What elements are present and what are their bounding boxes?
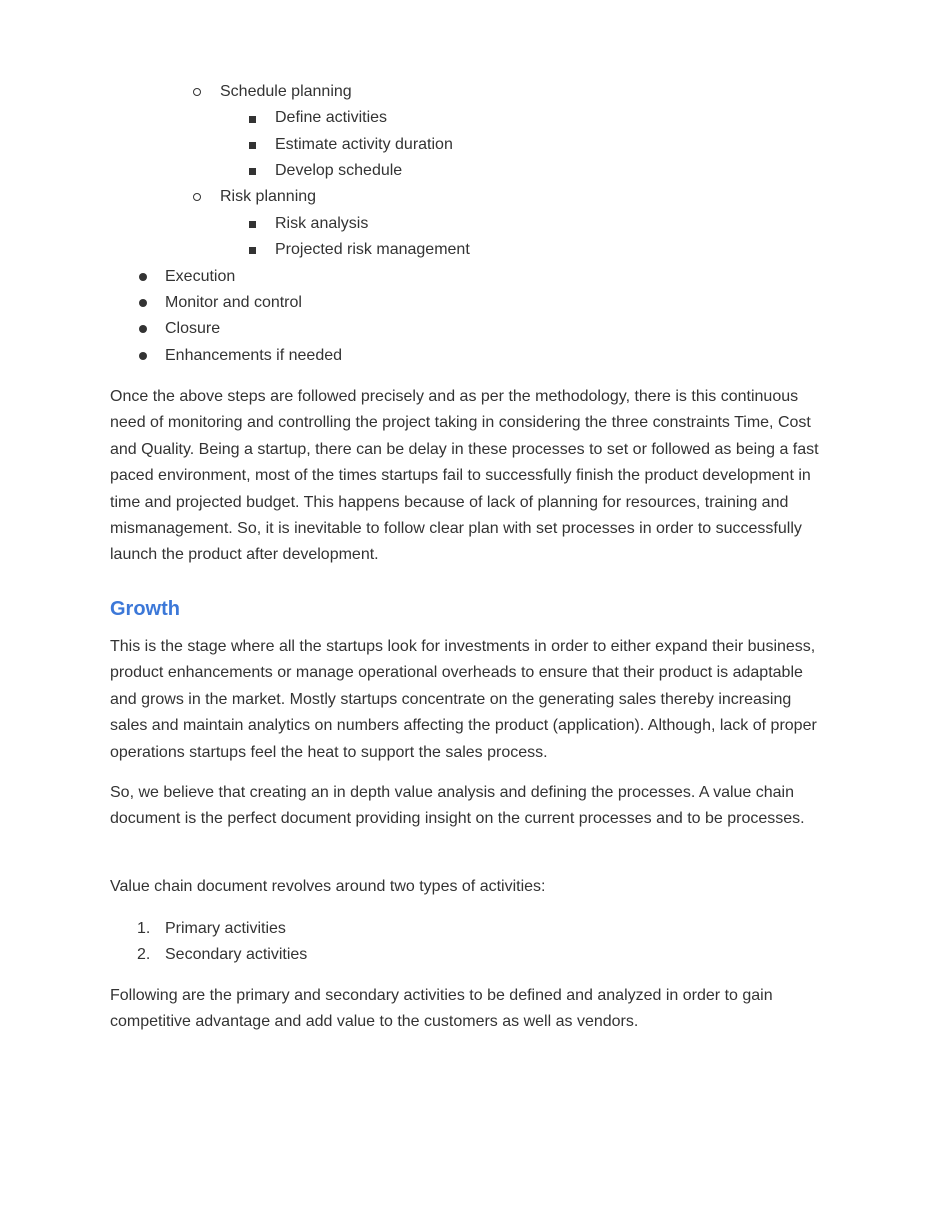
- disc-bullet-icon: [139, 325, 147, 333]
- square-bullet-icon: [249, 116, 256, 123]
- square-bullet-icon: [249, 142, 256, 149]
- circle-bullet-icon: [193, 193, 201, 201]
- list-number: 1.: [137, 920, 151, 937]
- paragraph-growth-stage: This is the stage where all the startups look for investments in order to either expand their business, product enhancements or manage operational overheads to ensure that their product is adaptable and grows in the market. Mostly startups concentrate on the generating sales thereby increasing sales and maintain analytics on numbers affecting the product (application). Although, lack of proper operations startups feel the heat to support the sales process.: [110, 638, 817, 761]
- list-item-projected-risk-management: Projected risk management: [275, 241, 470, 258]
- list-item-develop-schedule: Develop schedule: [275, 162, 403, 179]
- list-item-schedule-planning: Schedule planning: [220, 83, 352, 100]
- disc-bullet-icon: [139, 299, 147, 307]
- list-item-closure: Closure: [165, 320, 221, 337]
- section-heading-growth: Growth: [110, 598, 180, 620]
- list-item-define-activities: Define activities: [275, 109, 388, 126]
- list-number: 2.: [137, 946, 151, 963]
- list-item-risk-analysis: Risk analysis: [275, 215, 369, 232]
- paragraph-activity-types: Value chain document revolves around two types of activities:: [110, 878, 546, 895]
- list-item-execution: Execution: [165, 268, 236, 285]
- list-item-primary-activities: Primary activities: [165, 920, 286, 937]
- list-item-risk-planning: Risk planning: [220, 188, 317, 205]
- list-item-monitor-and-control: Monitor and control: [165, 294, 302, 311]
- paragraph-monitoring: Once the above steps are followed precisely and as per the methodology, there is this continuous need of monitoring and controlling the project taking in considering the three constraints Time, Cost and Quality. Being a startup, there can be delay in these processes to set or followed as being a fast paced environment, most of the times startups fail to successfully finish the product development in time and projected budget. This happens because of lack of planning for resources, training and mismanagement. So, it is inevitable to follow clear plan with set processes in order to successfully launch the product after development.: [110, 388, 819, 564]
- list-item-estimate-activity-duration: Estimate activity duration: [275, 136, 453, 153]
- disc-bullet-icon: [139, 273, 147, 281]
- paragraph-following-activities: Following are the primary and secondary activities to be defined and analyzed in order to gain competitive advantage and add value to the customers as well as vendors.: [110, 987, 773, 1031]
- list-item-secondary-activities: Secondary activities: [165, 946, 308, 963]
- paragraph-value-analysis: So, we believe that creating an in depth value analysis and defining the processes. A value chain document is the perfect document providing insight on the current processes and to be processes.: [110, 784, 805, 828]
- circle-bullet-icon: [193, 88, 201, 96]
- square-bullet-icon: [249, 221, 256, 228]
- list-item-enhancements: Enhancements if needed: [165, 347, 343, 364]
- disc-bullet-icon: [139, 352, 147, 360]
- square-bullet-icon: [249, 168, 256, 175]
- square-bullet-icon: [249, 247, 256, 254]
